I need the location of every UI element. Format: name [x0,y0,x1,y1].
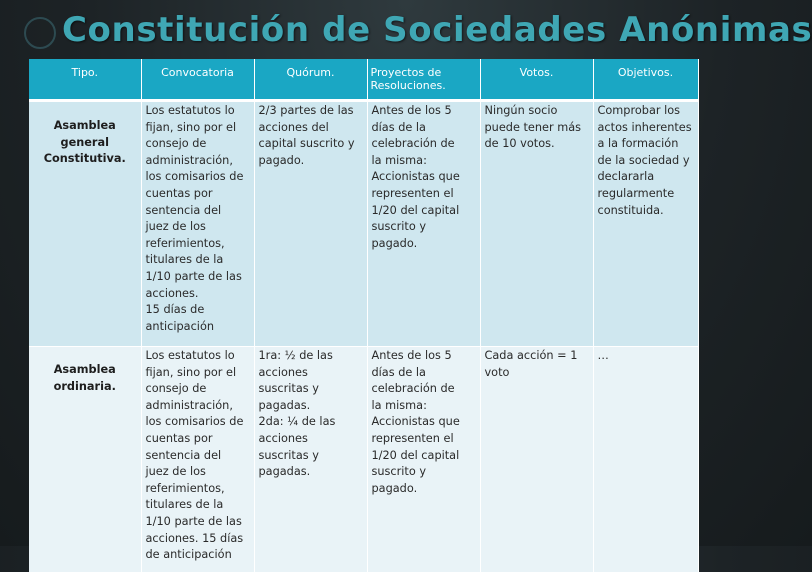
table-header-row [29,59,698,101]
row-label-asamblea-ordinaria: Asamblea ordinaria. [29,347,141,572]
table-container [29,59,698,546]
cell-votos: Cada acción = 1 voto [480,347,593,572]
constitution-table [29,59,699,572]
header-convocatoria: Convocatoria [141,59,254,101]
header-objetivos: Objetivos. [593,59,698,101]
header-tipo: Tipo. [29,59,141,101]
cell-quorum: 2/3 partes de las acciones del capital suscrito y pagado. [254,101,367,347]
row-label-asamblea-constitutiva: Asamblea general Constitutiva. [29,101,141,347]
table-row [29,101,698,347]
title-bullet-icon [24,17,56,49]
cell-proyectos: Antes de los 5 días de la celebración de la misma: Accionistas que representen el 1/20 del capital suscrito y pagado. [367,101,480,347]
slide-title: Constitución de Sociedades Anónimas [62,6,722,54]
cell-quorum: 1ra: ½ de las acciones suscritas y pagadas. 2da: ¼ de las acciones suscritas y pagadas. [254,347,367,572]
header-votos: Votos. [480,59,593,101]
cell-objetivos: Comprobar los actos inherentes a la formación de la sociedad y declararla regularmente constituida. [593,101,698,347]
cell-votos: Ningún socio puede tener más de 10 votos. [480,101,593,347]
table-row [29,347,698,572]
cell-proyectos: Antes de los 5 días de la celebración de la misma: Accionistas que representen el 1/20 del capital suscrito y pagado. [367,347,480,572]
header-proyectos: Proyectos de Resoluciones. [367,59,480,101]
cell-objetivos: … [593,347,698,572]
cell-convocatoria: Los estatutos lo fijan, sino por el consejo de administración, los comisarios de cuentas por sentencia del juez de los referimientos, titulares de la 1/10 parte de las acciones. 15 días de anticipación [141,101,254,347]
cell-convocatoria: Los estatutos lo fijan, sino por el consejo de administración, los comisarios de cuentas por sentencia del juez de los referimientos, titulares de la 1/10 parte de las acciones. 15 días de anticipación [141,347,254,572]
header-quorum: Quórum. [254,59,367,101]
